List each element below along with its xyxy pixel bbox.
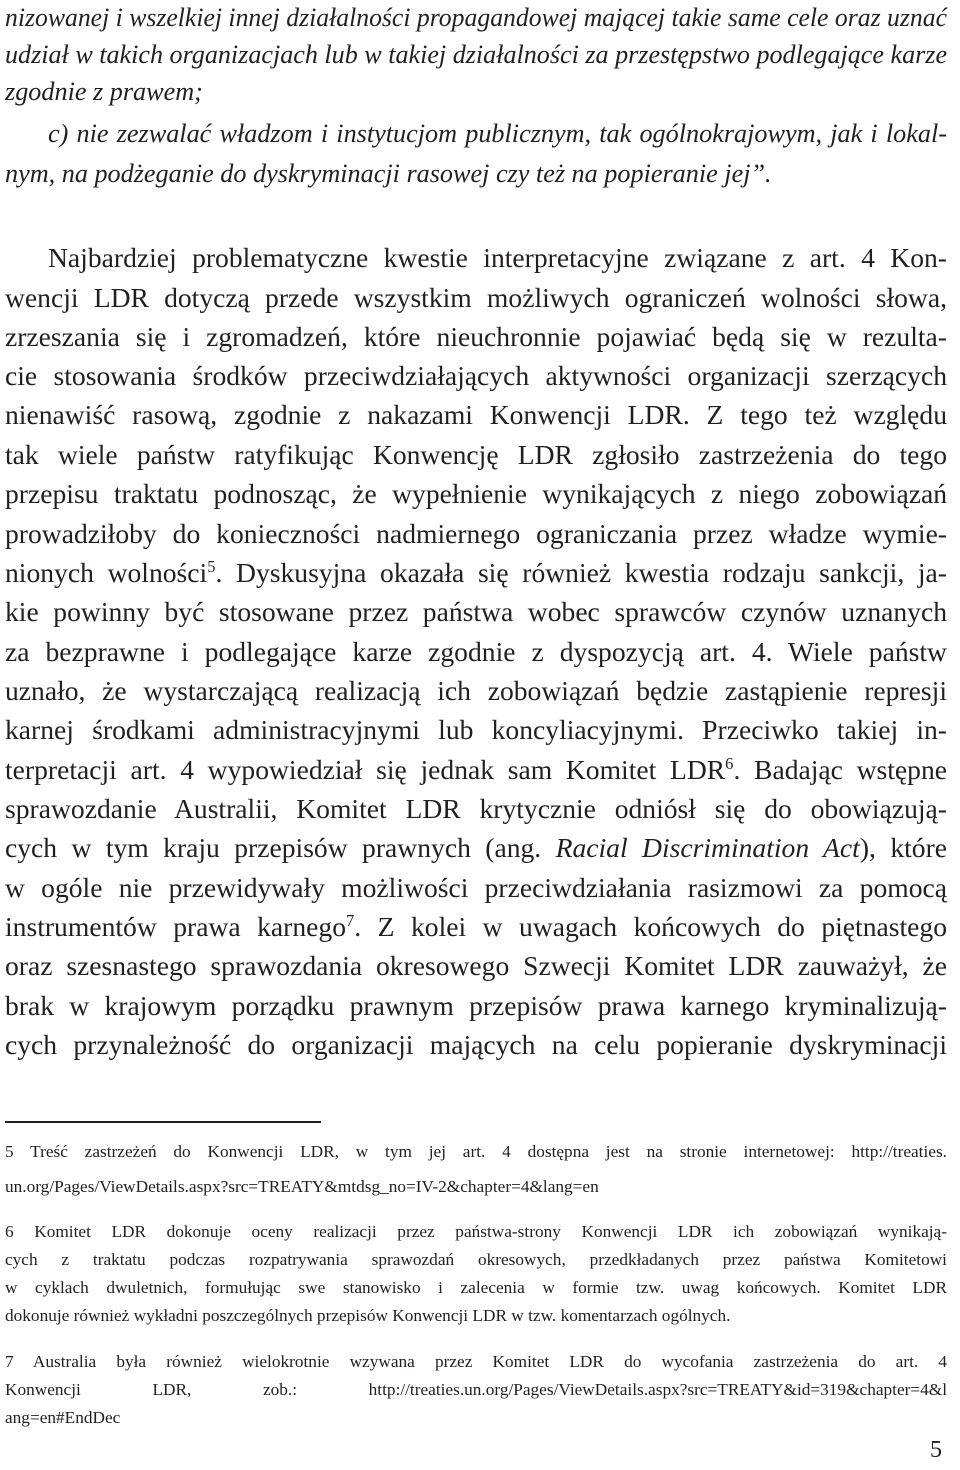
text-run: . Z kolei w uwagach końcowych do piętnastego (354, 911, 947, 942)
body-text-line (5, 752, 947, 788)
footnote-divider (5, 1121, 321, 1123)
footnote-5-line: un.org/Pages/ViewDetails.aspx?src=TREATY&mtdsg_no=IV-2&chapter=4&lang=en (5, 1177, 599, 1196)
body-text-line: tak wiele państw ratyfikując Konwencję LDR zgłosiło zastrzeżenia do tego (5, 439, 947, 470)
body-text-line: Najbardziej problematyczne kwestie interpretacyjne związane z art. 4 Kon- (48, 242, 947, 273)
body-text-line (5, 555, 947, 591)
text-run: terpretacji art. 4 wypowiedział się jednak sam Komitet LDR (5, 754, 726, 785)
body-text-line: cych przynależność do organizacji mających na celu popieranie dyskryminacji (5, 1029, 947, 1060)
quote-line: nym, na podżeganie do dyskryminacji rasowej czy też na popieranie jej”. (5, 159, 772, 188)
footnote-ref-6[interactable]: 6 (725, 753, 734, 773)
quote-line: udział w takich organizacjach lub w takiej działalności za przestępstwo podlegające karze (5, 40, 948, 69)
body-text-line: uznało, że wystarczającą realizacją ich zobowiązań będzie zastąpienie represji (5, 675, 947, 706)
body-text-line: brak w krajowym porządku prawnym przepisów prawa karnego kryminalizują- (5, 990, 947, 1021)
act-title: Racial Discrimination Act (555, 832, 860, 863)
footnote-6-line: dokonuje również wykładni poszczególnych przepisów Konwencji LDR w tzw. komentarzach ogólnych. (5, 1306, 731, 1325)
body-text-line: za bezprawne i podlegające karze zgodnie z dyspozycją art. 4. Wiele państw (5, 636, 947, 667)
footnote-6-line: w cyklach dwuletnich, formułując swe stanowisko i zalecenia w formie tzw. uwag końcowych. Komitet LDR (5, 1278, 947, 1297)
body-text-line: cie stosowania środków przeciwdziałających aktywności organizacji szerzących (5, 360, 947, 391)
body-text-line: kie powinny być stosowane przez państwa wobec sprawców czynów uznanych (5, 596, 947, 627)
body-text-line (5, 830, 947, 866)
text-run: nionych wolności (5, 557, 208, 588)
body-text-line (5, 909, 947, 945)
text-run: instrumentów prawa karnego (5, 911, 346, 942)
body-text-line: prowadziłoby do konieczności nadmiernego ograniczania przez władze wymie- (5, 518, 947, 549)
body-text-line: karnej środkami administracyjnymi lub koncyliacyjnymi. Przeciwko takiej in- (5, 714, 947, 745)
body-text-line: w ogóle nie przewidywały możliwości przeciwdziałania rasizmowi za pomocą (5, 872, 947, 903)
footnote-ref-5[interactable]: 5 (207, 556, 216, 576)
footnote-5-line: 5 Treść zastrzeżeń do Konwencji LDR, w tym jej art. 4 dostępna jest na stronie internetowej: http://treaties. (5, 1142, 947, 1161)
text-run: ), które (859, 832, 948, 863)
body-text-line: oraz szesnastego sprawozdania okresowego Szwecji Komitet LDR zauważył, że (5, 950, 947, 981)
body-text-line: sprawozdanie Australii, Komitet LDR krytycznie odniósł się do obowiązują- (5, 793, 947, 824)
text-run: . Dyskusyjna okazała się również kwestia rodzaju sankcji, ja- (215, 557, 947, 588)
footnote-7-line: 7 Australia była również wielokrotnie wzywana przez Komitet LDR do wycofania zastrzeżenia do art. 4 (5, 1352, 947, 1371)
quote-line: c) nie zezwalać władzom i instytucjom publicznym, tak ogólnokrajowym, jak i lokal- (48, 119, 947, 148)
quote-line: zgodnie z prawem; (5, 77, 203, 106)
body-text-line: nienawiść rasową, zgodnie z nakazami Konwencji LDR. Z tego też względu (5, 399, 947, 430)
body-text-line: zrzeszania się i zgromadzeń, które nieuchronnie pojawiać będą się w rezulta- (5, 321, 947, 352)
footnote-6-line: cych z traktatu podczas rozpatrywania sprawozdań okresowych, przedkładanych przez państwa Komitetowi (5, 1250, 947, 1269)
footnote-ref-7[interactable]: 7 (346, 910, 355, 930)
body-text-line: przepisu traktatu podnosząc, że wypełnienie wynikających z niego zobowiązań (5, 478, 947, 509)
footnote-7-line: Konwencji LDR, zob.: http://treaties.un.org/Pages/ViewDetails.aspx?src=TREATY&id=319&chapter=4&l (5, 1380, 947, 1399)
text-run: . Badając wstępne (733, 754, 947, 785)
body-text-line: wencji LDR dotyczą przede wszystkim możliwych ograniczeń wolności słowa, (5, 282, 947, 313)
text-run: cych w tym kraju przepisów prawnych (ang. (5, 832, 556, 863)
footnote-6-line: 6 Komitet LDR dokonuje oceny realizacji przez państwa-strony Konwencji LDR ich zobowiązań wynikają- (5, 1222, 947, 1241)
quote-line: nizowanej i wszelkiej innej działalności propagandowej mającej takie same cele oraz uznać (5, 3, 947, 32)
footnote-7-line: ang=en#EndDec (5, 1408, 121, 1427)
page-number: 5 (930, 1437, 942, 1463)
